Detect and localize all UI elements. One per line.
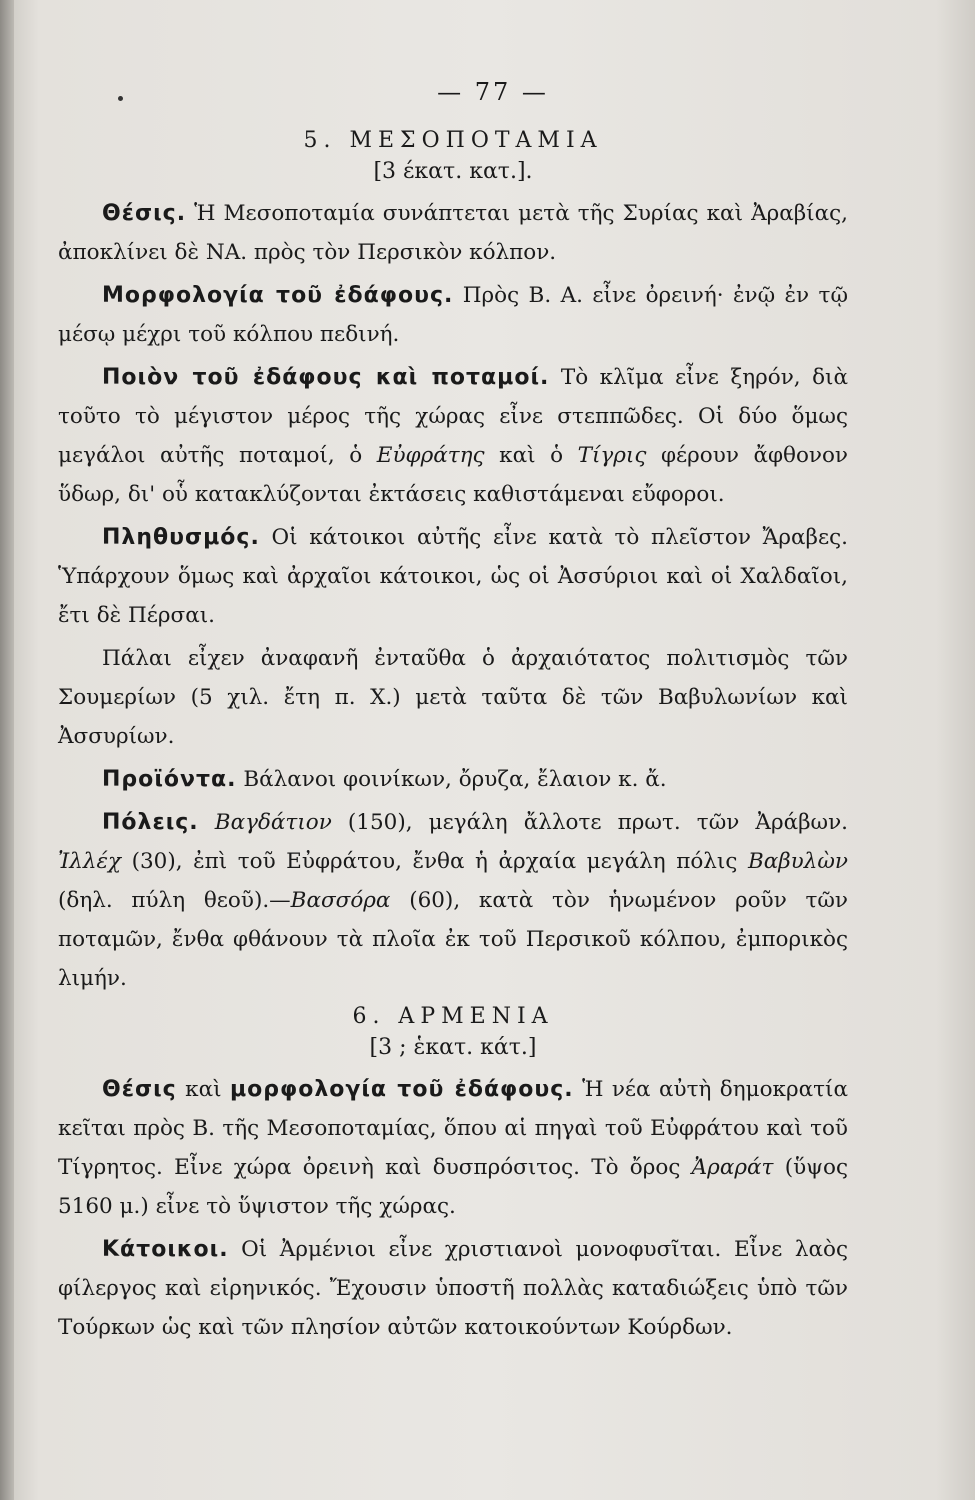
- river-name-euphrates: Εὐφράτης: [376, 443, 485, 468]
- paragraph-armenia-position: [58, 1070, 848, 1226]
- paragraph-text: Οἱ Ἀρμένιοι εἶνε χριστιανοὶ μονοφυσῖται. Εἶνε λαὸς φίλεργος καὶ εἰρηνικός. Ἔχουσιν ὑποστῆ πολλὰς καταδιώξεις ὑπὸ τῶν Τούρκων ὡς καὶ τῶν πλησίον αὐτῶν κατοικούντων Κούρδων.: [58, 1237, 848, 1340]
- paragraph-heading: Πληθυσμός.: [102, 525, 260, 550]
- page-spine-shadow: [0, 0, 14, 1500]
- paragraph-morphology: [58, 276, 848, 354]
- paragraph-heading: Θέσις: [102, 1077, 177, 1102]
- paragraph-soil-rivers: [58, 358, 848, 514]
- page-number: — 77 —: [437, 78, 549, 106]
- paragraph-text: Τὸ κλῖμα εἶνε ξηρόν, διὰ τοῦτο τὸ μέγιστον μέρος τῆς χώρας εἶνε στεππῶδες. Οἱ δύο ὅμως μεγάλοι αὐτῆς ποταμοί, ὁ: [58, 365, 848, 468]
- paragraph-heading-connector: καὶ: [185, 1077, 222, 1102]
- paragraph-text: (δηλ. πύλη θεοῦ).—: [58, 888, 291, 913]
- paragraph-text: Ἡ Μεσοποταμία συνάπτεται μετὰ τῆς Συρίας καὶ Ἀραβίας, ἀποκλίνει δὲ ΝΑ. πρὸς τὸν Περσικὸν κόλπον.: [58, 201, 849, 265]
- section-subtitle-armenia: [3 ; ἑκατ. κάτ.]: [369, 1035, 537, 1060]
- paragraph-armenia-inhabitants: [58, 1230, 848, 1347]
- mountain-name-ararat: Ἀραράτ: [691, 1155, 774, 1180]
- paragraph-text: Οἱ κάτοικοι αὐτῆς εἶνε κατὰ τὸ πλεῖστον Ἄραβες. Ὑπάρχουν ὅμως καὶ ἀρχαῖοι κάτοικοι, ὡς οἱ Ἀσσύριοι καὶ οἱ Χαλδαῖοι, ἔτι δὲ Πέρσαι.: [58, 525, 848, 628]
- city-name: Βαβυλὼν: [747, 849, 848, 874]
- paragraph-text: (150), μεγάλη ἄλλοτε πρωτ. τῶν Ἀράβων.: [347, 810, 848, 835]
- paragraph-heading: Μορφολογία τοῦ ἐδάφους.: [102, 283, 454, 308]
- page-content: [58, 78, 848, 1351]
- paragraph-products: [58, 760, 848, 799]
- paragraph-text: (30), ἐπὶ τοῦ Εὐφράτου, ἔνθα ἡ ἀρχαία μεγάλη πόλις: [131, 849, 738, 874]
- paragraph-population: [58, 518, 848, 635]
- river-name-tigris: Τίγρις: [577, 443, 647, 468]
- city-name: Βασσόρα: [290, 888, 391, 913]
- paragraph-history: [58, 639, 848, 756]
- section-title-armenia: 6. ΑΡΜΕΝΙΑ: [352, 1004, 554, 1029]
- section-subtitle-mesopotamia: [3 έκατ. κατ.].: [373, 159, 533, 184]
- paragraph-text: Βάλανοι φοινίκων, ὄρυζα, ἔλαιον κ. ἄ.: [243, 767, 667, 792]
- paragraph-text: Πρὸς Β. Α. εἶνε ὀρεινή· ἐνῷ ἐν τῷ μέσῳ μέχρι τοῦ κόλπου πεδινή.: [58, 283, 848, 347]
- city-name: Βαγδάτιον: [214, 810, 332, 835]
- paragraph-heading: Προϊόντα.: [102, 767, 237, 792]
- section-title-mesopotamia: 5. ΜΕΣΟΠΟΤΑΜΙΑ: [303, 128, 603, 153]
- paragraph-heading: Ποιὸν τοῦ ἐδάφους καὶ ποταμοί.: [102, 365, 550, 390]
- city-name: Ἰλλέχ: [58, 849, 122, 874]
- paragraph-heading: Θέσις.: [102, 201, 187, 226]
- paragraph-cities: [58, 803, 848, 998]
- paragraph-text: Πάλαι εἶχεν ἀναφανῆ ἐνταῦθα ὁ ἀρχαιότατος πολιτισμὸς τῶν Σουμερίων (5 χιλ. ἔτη π. Χ.) μετὰ ταῦτα δὲ τῶν Βαβυλωνίων καὶ Ἀσσυρίων.: [58, 646, 848, 749]
- paragraph-text: φέρουν ἄφθονον ὕδωρ, δι' οὗ κατακλύζονται ἐκτάσεις καθιστάμεναι εὔφοροι.: [58, 443, 848, 507]
- paragraph-heading: Κάτοικοι.: [102, 1237, 229, 1262]
- paragraph-text: (60), κατὰ τὸν ἡνωμένον ροῦν τῶν ποταμῶν, ἔνθα φθάνουν τὰ πλοῖα ἐκ τοῦ Περσικοῦ κόλπου, ἐμπορικὸς λιμήν.: [58, 888, 848, 991]
- paragraph-text: Ἡ νέα αὐτὴ δημοκρατία κεῖται πρὸς Β. τῆς Μεσοποταμίας, ὅπου αἱ πηγαὶ τοῦ Εὐφράτου καὶ τοῦ Τίγρητος. Εἶνε χώρα ὀρεινὴ καὶ δυσπρόσιτος. Τὸ ὄρος: [58, 1077, 848, 1180]
- paragraph-position: [58, 194, 848, 272]
- paragraph-heading: μορφολογία τοῦ ἐδάφους.: [229, 1077, 574, 1102]
- paragraph-text: καὶ ὁ: [499, 443, 564, 468]
- paragraph-heading: Πόλεις.: [102, 810, 199, 835]
- paragraph-text: (ὕψος 5160 μ.) εἶνε τὸ ὕψιστον τῆς χώρας.: [58, 1155, 848, 1219]
